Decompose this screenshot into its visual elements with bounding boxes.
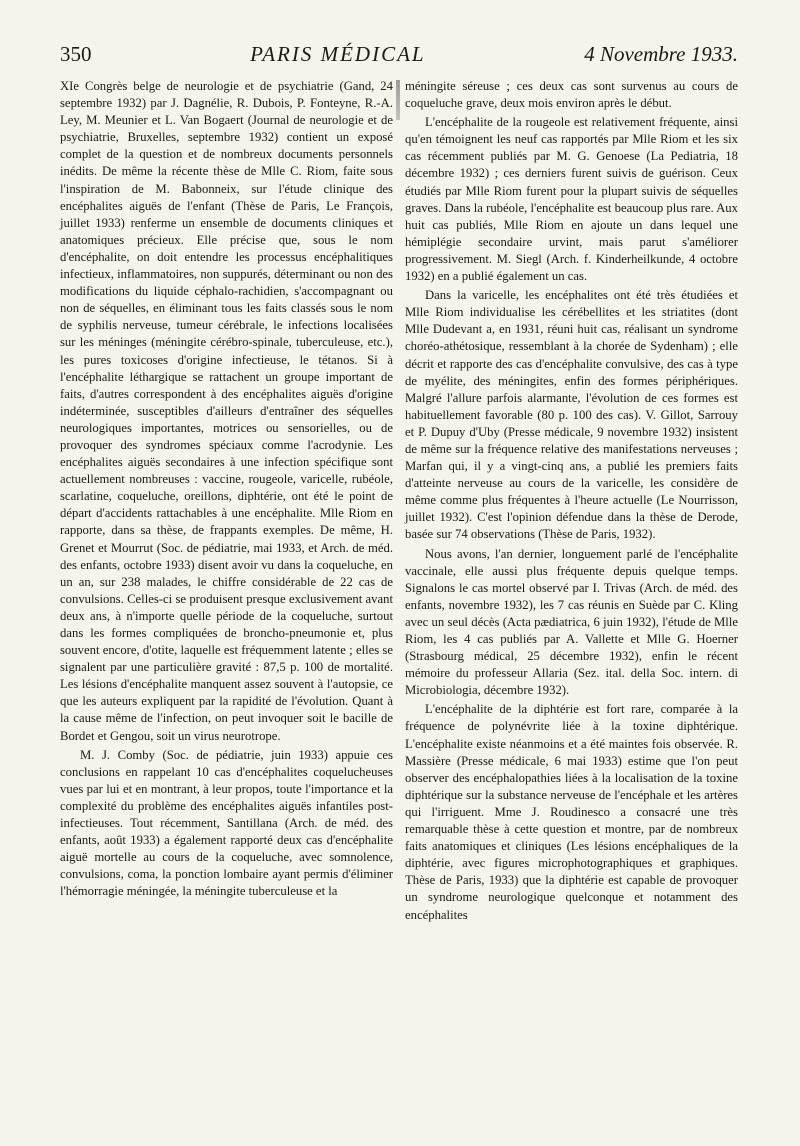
paragraph: méningite séreuse ; ces deux cas sont survenus au cours de coqueluche grave, deux mois environ après le début.	[405, 79, 738, 111]
page-header	[60, 42, 738, 70]
paragraph: XIe Congrès belge de neurologie et de psychiatrie (Gand, 24 septembre 1932) par J. Dagnélie, R. Dubois, P. Fonteyne, R.-A. Ley, M. Meunier et L. Van Bogaert (Journal de neurologie et de psychiatrie, Bruxelles, septembre 1932) contient un exposé complet de la question et de nombreux documents personnels inédits. De même la récente thèse de Mlle C. Riom, faite sous l'inspiration de M. Babonneix, sur l'étude clinique des encéphalites aiguës de l'enfant (Thèse de Paris, Le François, juillet 1933) renferme un ensemble de documents cliniques et anatomiques précieux. Elle précise que, sous le nom d'encéphalite, on doit entendre les processus encéphalitiques infectieux, inflammatoires, non suppurés, déterminant ou non des modifications du liquide céphalo-rachidien, s'accompagnant ou non de séquelles, en éliminant tous les faits classés sous le nom de syphilis nerveuse, tumeur cérébrale, le infections localisées sur les méninges (méningite cérébro-spinale, tuberculeuse, etc.), les pures toxicoses d'origine infectieuse, le tétanos. Si à l'encéphalite léthargique se rattachent un groupe important de faits, d'autres correspondent à des encéphalites aiguës d'origine indéterminée, susceptibles d'ailleurs d'entraîner des séquelles neurologiques importantes, motrices ou sensorielles, ou de provoquer des syndromes spéciaux comme l'acrodynie. Les encéphalites aiguës secondaires à une infection spécifique sont actuellement nombreuses : vaccine, rougeole, varicelle, rubéole, scarlatine, coqueluche, oreillons, diphtérie, ont été le point de départ d'accidents rattachables à une encéphalite. Mlle Riom en rapporte, dans sa thèse, de frappants exemples. De même, H. Grenet et Mourrut (Soc. de pédiatrie, mai 1933, et Arch. de méd. des enfants, octobre 1933) disent avoir vu dans la coqueluche, en un an, sur 238 malades, le chiffre considérable de 22 cas de convulsions. Celles-ci se produisent presque exclusivement avant deux ans, à n'importe quelle période de la coqueluche, surtout dans les formes compliquées de broncho-pneumonie et, plus souvent encore, d'otite, laquelle est fréquemment latente ; elles se signalent par une particulière gravité : 87,5 p. 100 de mortalité. Les lésions d'encéphalite manquent assez souvent à l'autopsie, ce que les auteurs expliquent par la rapidité de l'évolution. Quant à la cause même de l'infection, on peut invoquer soit le bacille de Bordet et Gengou, soit un virus neurotrope.	[60, 79, 393, 743]
left-column	[60, 78, 393, 901]
right-column	[405, 78, 738, 924]
paragraph: L'encéphalite de la diphtérie est fort rare, comparée à la fréquence de polynévrite liée à la toxine diphtérique. L'encéphalite existe néanmoins et a été maintes fois observée. R. Massière (Presse médicale, 6 mai 1933) estime que l'on peut observer des encéphalopathies liées à la localisation de la toxine diphtérique sur la substance nerveuse de l'encéphale et les artères qui l'irriguent. Mme J. Roudinesco a consacré une très remarquable thèse à cette question et montre, par de nombreux faits anatomiques et cliniques (Les lésions encéphaliques de la diphtérie, avec figures microphotographiques et graphiques. Thèse de Paris, 1933) que la diphtérie est capable de provoquer un syndrome neurologique quelconque et notamment des encéphalites	[405, 702, 738, 922]
paragraph: L'encéphalite de la rougeole est relativement fréquente, ainsi qu'en témoignent les neuf cas rapportés par Mlle Riom et les six cas récemment publiés par M. G. Genoese (La Pediatria, 18 décembre 1932) ; ces derniers furent suivis de guérison. Ceux étudiés par Mlle Riom furent pour la plupart suivis de séquelles graves. Dans la rubéole, l'encéphalite est beaucoup plus rare. Aux huit cas publiés, Mlle Riom en ajoute un dans lequel une hémiplégie secondaire urvint, mais parut s'améliorer progressivement. M. Siegl (Arch. f. Kinderheilkunde, 4 octobre 1932) en a publié également un cas.	[405, 115, 738, 284]
paragraph: Dans la varicelle, les encéphalites ont été très étudiées et Mlle Riom individualise les cérébellites et les striatites (dont Mlle Dudevant a, en 1931, réuni huit cas, réalisant un syndrome choréo-athétosique, ressemblant à la chorée de Sydenham) ; elle décrit et rapporte des cas d'encéphalite convulsive, des cas à type de myélite, des méningites, enfin des formes périphériques. Malgré l'allure parfois alarmante, l'évolution de ces formes est habituellement favorable (80 p. 100 des cas). V. Gillot, Sarrouy et P. Dupuy d'Uby (Presse médicale, 9 novembre 1932) insistent de même sur la fréquence relative des manifestations nerveuses ; Marfan qui, il y a vingt-cinq ans, a publié les premiers faits d'atteinte nerveuse au cours de la varicelle, les considère de même comme plus fréquentes à l'heure actuelle (Le Nourrisson, juillet 1932). C'est l'opinion défendue dans la thèse de Derode, basée sur 74 observations (Thèse de Paris, 1932).	[405, 288, 738, 542]
page-number: 350	[60, 42, 92, 66]
issue-date: 4 Novembre 1933.	[584, 42, 738, 66]
margin-mark	[396, 80, 400, 120]
paragraph: M. J. Comby (Soc. de pédiatrie, juin 1933) appuie ces conclusions en rappelant 10 cas d'encéphalites coquelucheuses vues par lui et en montrant, à leur propos, toute l'importance et la complexité du problème des encéphalites aiguës infantiles post-infectieuses. Tout récemment, Santillana (Arch. de méd. des enfants, août 1933) a également rapporté deux cas d'encéphalite aiguë mortelle au cours de la coqueluche, avec somnolence, convulsions, coma, la ponction lombaire ayant permis d'éliminer l'hémorragie méningée, la méningite tuberculeuse et la	[60, 747, 393, 899]
paragraph: Nous avons, l'an dernier, longuement parlé de l'encéphalite vaccinale, elle aussi plus fréquente depuis quelque temps. Signalons le cas mortel observé par I. Trivas (Arch. de méd. des enfants, novembre 1932), les 7 cas réunis en Suède par C. Kling avec un seul décès (Acta pædiatrica, 6 juin 1932), l'étude de Mlle Riom, les 4 cas publiés par A. Vallette et Mlle G. Hoerner (Strasbourg médical, 25 décembre 1932), enfin le récent mémoire du professeur Allaria (Sez. ital. della Soc. intern. di Microbiologia, décembre 1932).	[405, 546, 738, 698]
journal-title: PARIS MÉDICAL	[250, 42, 426, 66]
